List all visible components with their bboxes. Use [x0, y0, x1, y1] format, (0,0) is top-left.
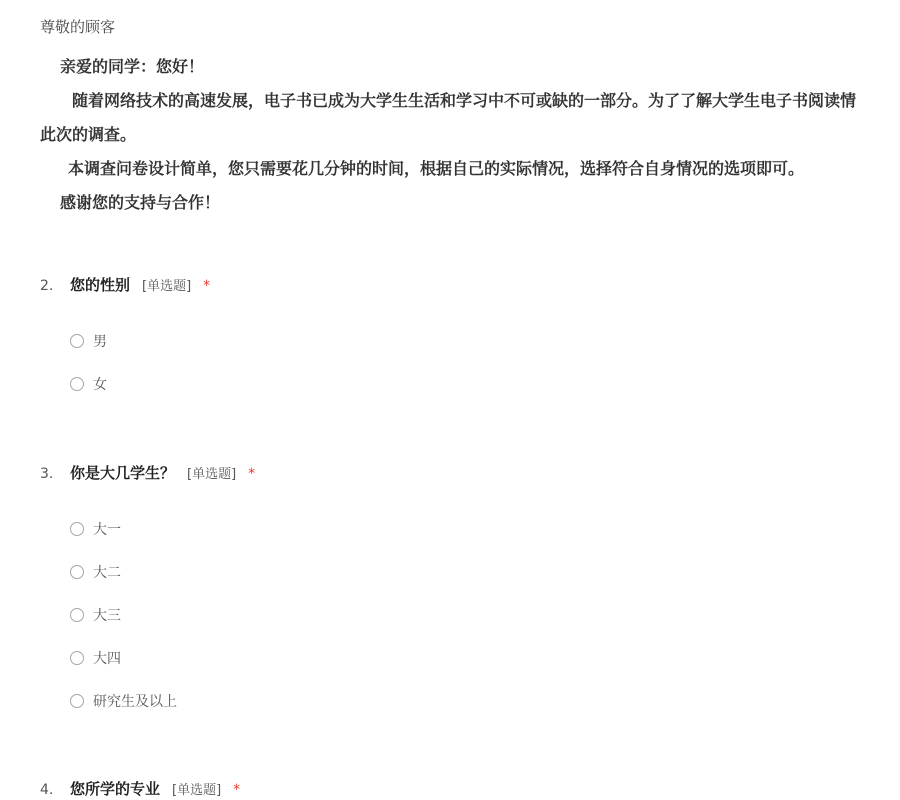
option-label: 大二 [93, 565, 121, 581]
option-male[interactable] [70, 333, 880, 376]
intro-paragraph-2: 本调查问卷设计简单，您只需要花几分钟的时间，根据自己的实际情况，选择符合自身情况的选项即可。 [68, 159, 805, 178]
required-mark: * [203, 278, 211, 294]
survey-intro [40, 54, 900, 224]
question-number: 3. [40, 466, 54, 482]
option-label: 大三 [93, 608, 121, 624]
option-label: 大四 [93, 651, 121, 667]
question-title: 您所学的专业 [70, 780, 161, 798]
intro-salutation: 亲爱的同学：您好！ [60, 57, 205, 76]
question-grade [40, 461, 880, 736]
radio-button[interactable] [70, 694, 84, 708]
radio-button[interactable] [70, 651, 84, 665]
intro-paragraph-1-cont: 此次的调查。 [40, 125, 137, 144]
question-title-row [40, 461, 880, 485]
option-sophomore[interactable] [70, 564, 880, 607]
option-freshman[interactable] [70, 521, 880, 564]
option-senior[interactable] [70, 650, 880, 693]
question-type-label: [单选题] [187, 467, 237, 482]
option-label: 女 [93, 377, 107, 393]
option-graduate[interactable] [70, 693, 880, 736]
intro-thanks: 感谢您的支持与合作！ [60, 193, 221, 212]
options-list [40, 333, 880, 419]
radio-button[interactable] [70, 522, 84, 536]
radio-button[interactable] [70, 565, 84, 579]
option-label: 大一 [93, 522, 121, 538]
option-female[interactable] [70, 376, 880, 419]
option-label: 研究生及以上 [93, 694, 177, 710]
question-title: 您的性别 [70, 276, 131, 294]
required-mark: * [248, 466, 256, 482]
question-number: 4. [40, 782, 54, 798]
question-gender [40, 273, 880, 419]
question-title-row [40, 273, 880, 297]
intro-paragraph-1: 随着网络技术的高速发展，电子书已成为大学生生活和学习中不可或缺的一部分。为了了解大学生电子书阅读情 [72, 91, 857, 110]
radio-button[interactable] [70, 334, 84, 348]
question-number: 2. [40, 278, 54, 294]
radio-button[interactable] [70, 608, 84, 622]
greeting-text: 尊敬的顾客 [40, 18, 116, 36]
options-list [40, 521, 880, 736]
question-title: 你是大几学生？ [70, 464, 176, 482]
option-junior[interactable] [70, 607, 880, 650]
option-label: 男 [93, 334, 107, 350]
question-major [40, 777, 880, 800]
question-type-label: [单选题] [172, 783, 222, 798]
required-mark: * [233, 782, 241, 798]
question-type-label: [单选题] [142, 279, 192, 294]
question-title-row [40, 777, 880, 800]
radio-button[interactable] [70, 377, 84, 391]
